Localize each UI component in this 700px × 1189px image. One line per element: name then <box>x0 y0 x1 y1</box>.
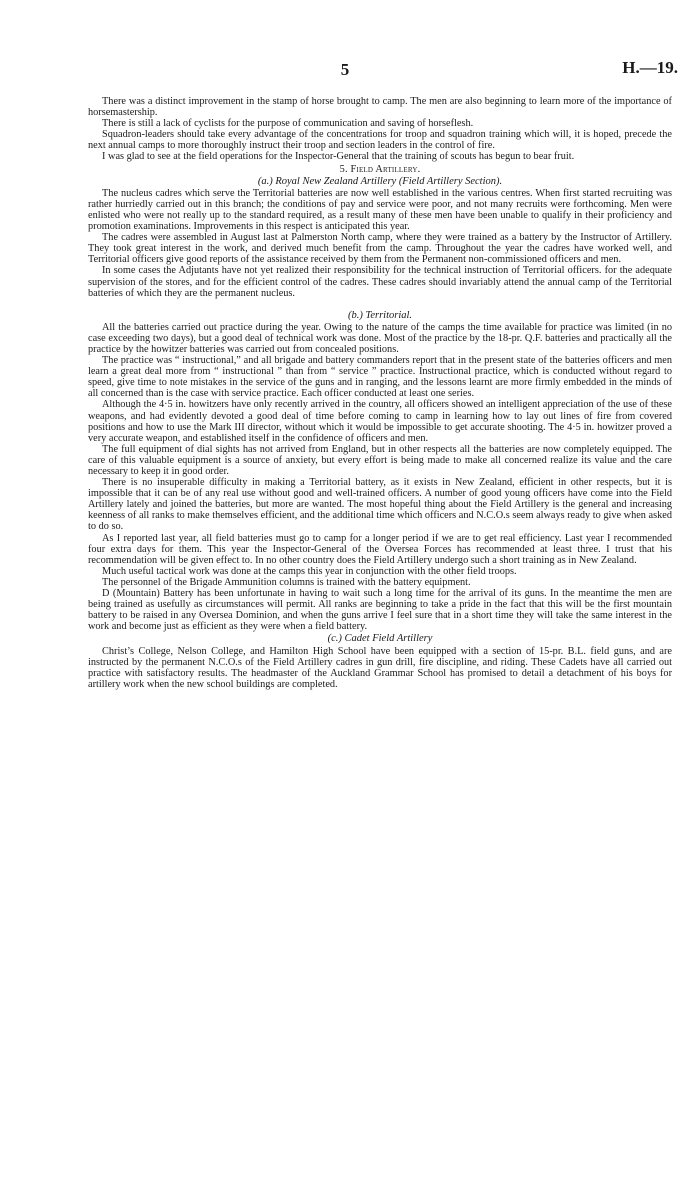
subsection-heading: (b.) Territorial. <box>347 309 413 321</box>
paragraph: As I reported last year, all field batteries must go to camp for a longer period if we are to get real efficiency. Last year I recommended four extra days for them. This year the Inspector-General of the Oversea Forces has recommended at least three. I trust that his recommendation will be given effect to. In no other country does the Field Artillery undergo such a short training as in New Zealand. <box>88 532 672 566</box>
paragraph: The practice was “ instructional,” and all brigade and battery commanders report that in the present state of the batteries officers and men learn a great deal more from “ instructional ” than from “ service ” practice. Instructional practice, which is conducted without regard to speed, give time to note mistakes in the service of the guns and in ranging, and the lessons learnt are more firmly embedded in the minds of all concerned than is the case with service practice. Each officer conducted at least one series. <box>88 355 672 400</box>
subsection-heading: (a.) Royal New Zealand Artillery (Field Artillery Section). <box>257 175 503 187</box>
paragraph: The personnel of the Brigade Ammunition columns is trained with the battery equipment. <box>102 576 471 588</box>
paragraph: In some cases the Adjutants have not yet realized their responsibility for the technical instruction of Territorial officers. for the adequate supervision of the stores, and for the efficient control of the cadres. These cadres should invariably attend the annual camp of the Territorial batteries of which they are the permanent nucleus. <box>88 265 672 299</box>
page-number: 5 <box>340 60 350 79</box>
paragraph: There was a distinct improvement in the stamp of horse brought to camp. The men are also beginning to learn more of the importance of horsemastership. <box>88 96 672 119</box>
document-body <box>88 96 672 690</box>
document-reference: H.—19. <box>622 58 678 77</box>
paragraph: The full equipment of dial sights has not arrived from England, but in other respects all the batteries are now completely equipped. The care of this valuable equipment is a source of anxiety, but every effort is being made to make all concerned realize its value and the care necessary to keep it in good order. <box>88 443 672 477</box>
paragraph: D (Mountain) Battery has been unfortunate in having to wait such a long time for the arrival of its guns. In the meantime the men are being trained as usefully as circumstances will permit. All ranks are beginning to take a pride in the fact that this will be the first mountain battery to be raised in any Oversea Dominion, and when the guns arrive I feel sure that in a short time they will take the same interest in the work and become just as efficient as they were when a field battery. <box>88 588 672 633</box>
paragraph: Squadron-leaders should take every advantage of the concentrations for troop and squadron training which will, it is hoped, precede the next annual camps to more thoroughly instruct their troop and section leaders in the control of fire. <box>88 129 672 152</box>
paragraph: The nucleus cadres which serve the Territorial batteries are now well established in the various centres. When first started recruiting was rather hurriedly carried out in this branch; the conditions of pay and service were poor, and not many recruits were forthcoming. Men were enlisted who were not really up to the standard required, as a result many of these men have been unable to qualify in their proficiency and promotion examinations. Improvements in this respect is anticipated this year. <box>88 187 672 233</box>
section-heading: 5. Field Artillery. <box>339 163 421 175</box>
paragraph: All the batteries carried out practice during the year. Owing to the nature of the camps the time available for practice was limited (in no case exceeding two days), but a good deal of technical work was done. Most of the practice by the 18-pr. Q.F. batteries and practically all the practice by the howitzer batteries was carried out from concealed positions. <box>88 321 672 355</box>
subsection-heading: (c.) Cadet Field Artillery <box>327 633 433 645</box>
paragraph: I was glad to see at the field operations for the Inspector-General that the training of scouts has begun to bear fruit. <box>102 151 575 163</box>
paragraph: Christ’s College, Nelson College, and Hamilton High School have been equipped with a section of 15-pr. B.L. field guns, and are instructed by the permanent N.C.O.s of the Field Artillery cadres in gun drill, fire discipline, and riding. These Cadets have all carried out practice with satisfactory results. The headmaster of the Auckland Grammar School has promised to detail a detachment of his boys for artillery work when the new school buildings are completed. <box>88 645 672 690</box>
paragraph: There is no insuperable difficulty in making a Territorial battery, as it exists in New Zealand, efficient in other respects, but it is impossible that it can be of any real use without good and well-trained officers. A number of good young officers have come into the Field Artillery lately and joined the batteries, but more are wanted. The most hopeful thing about the Field Artillery is the general and increasing keenness of all ranks to make themselves efficient, and the additional time which officers and N.C.O.s seem always ready to give when asked to do so. <box>88 477 672 533</box>
paragraph: Much useful tactical work was done at the camps this year in conjunction with the other field troops. <box>102 565 517 577</box>
paragraph: Although the 4·5 in. howitzers have only recently arrived in the country, all officers showed an intelligent appreciation of the use of these weapons, and had evidently devoted a good deal of time before coming to camp in learning how to lay out lines of fire from covered positions and how to use the Mark III director, without which it would be impossible to get accurate shooting. The 4·5 in. howitzer proved a very accurate weapon, and established itself in the confidence of officers and men. <box>88 399 672 444</box>
paragraph: The cadres were assembled in August last at Palmerston North camp, where they were trained as a battery by the Instructor of Artillery. They took great interest in the work, and derived much benefit from the camp. Throughout the year the cadres have worked well, and Territorial officers give good reports of the assistance received by them from the Permanent non-commissioned officers and men. <box>88 232 672 266</box>
paragraph: There is still a lack of cyclists for the purpose of communication and saving of horseflesh. <box>102 118 474 130</box>
